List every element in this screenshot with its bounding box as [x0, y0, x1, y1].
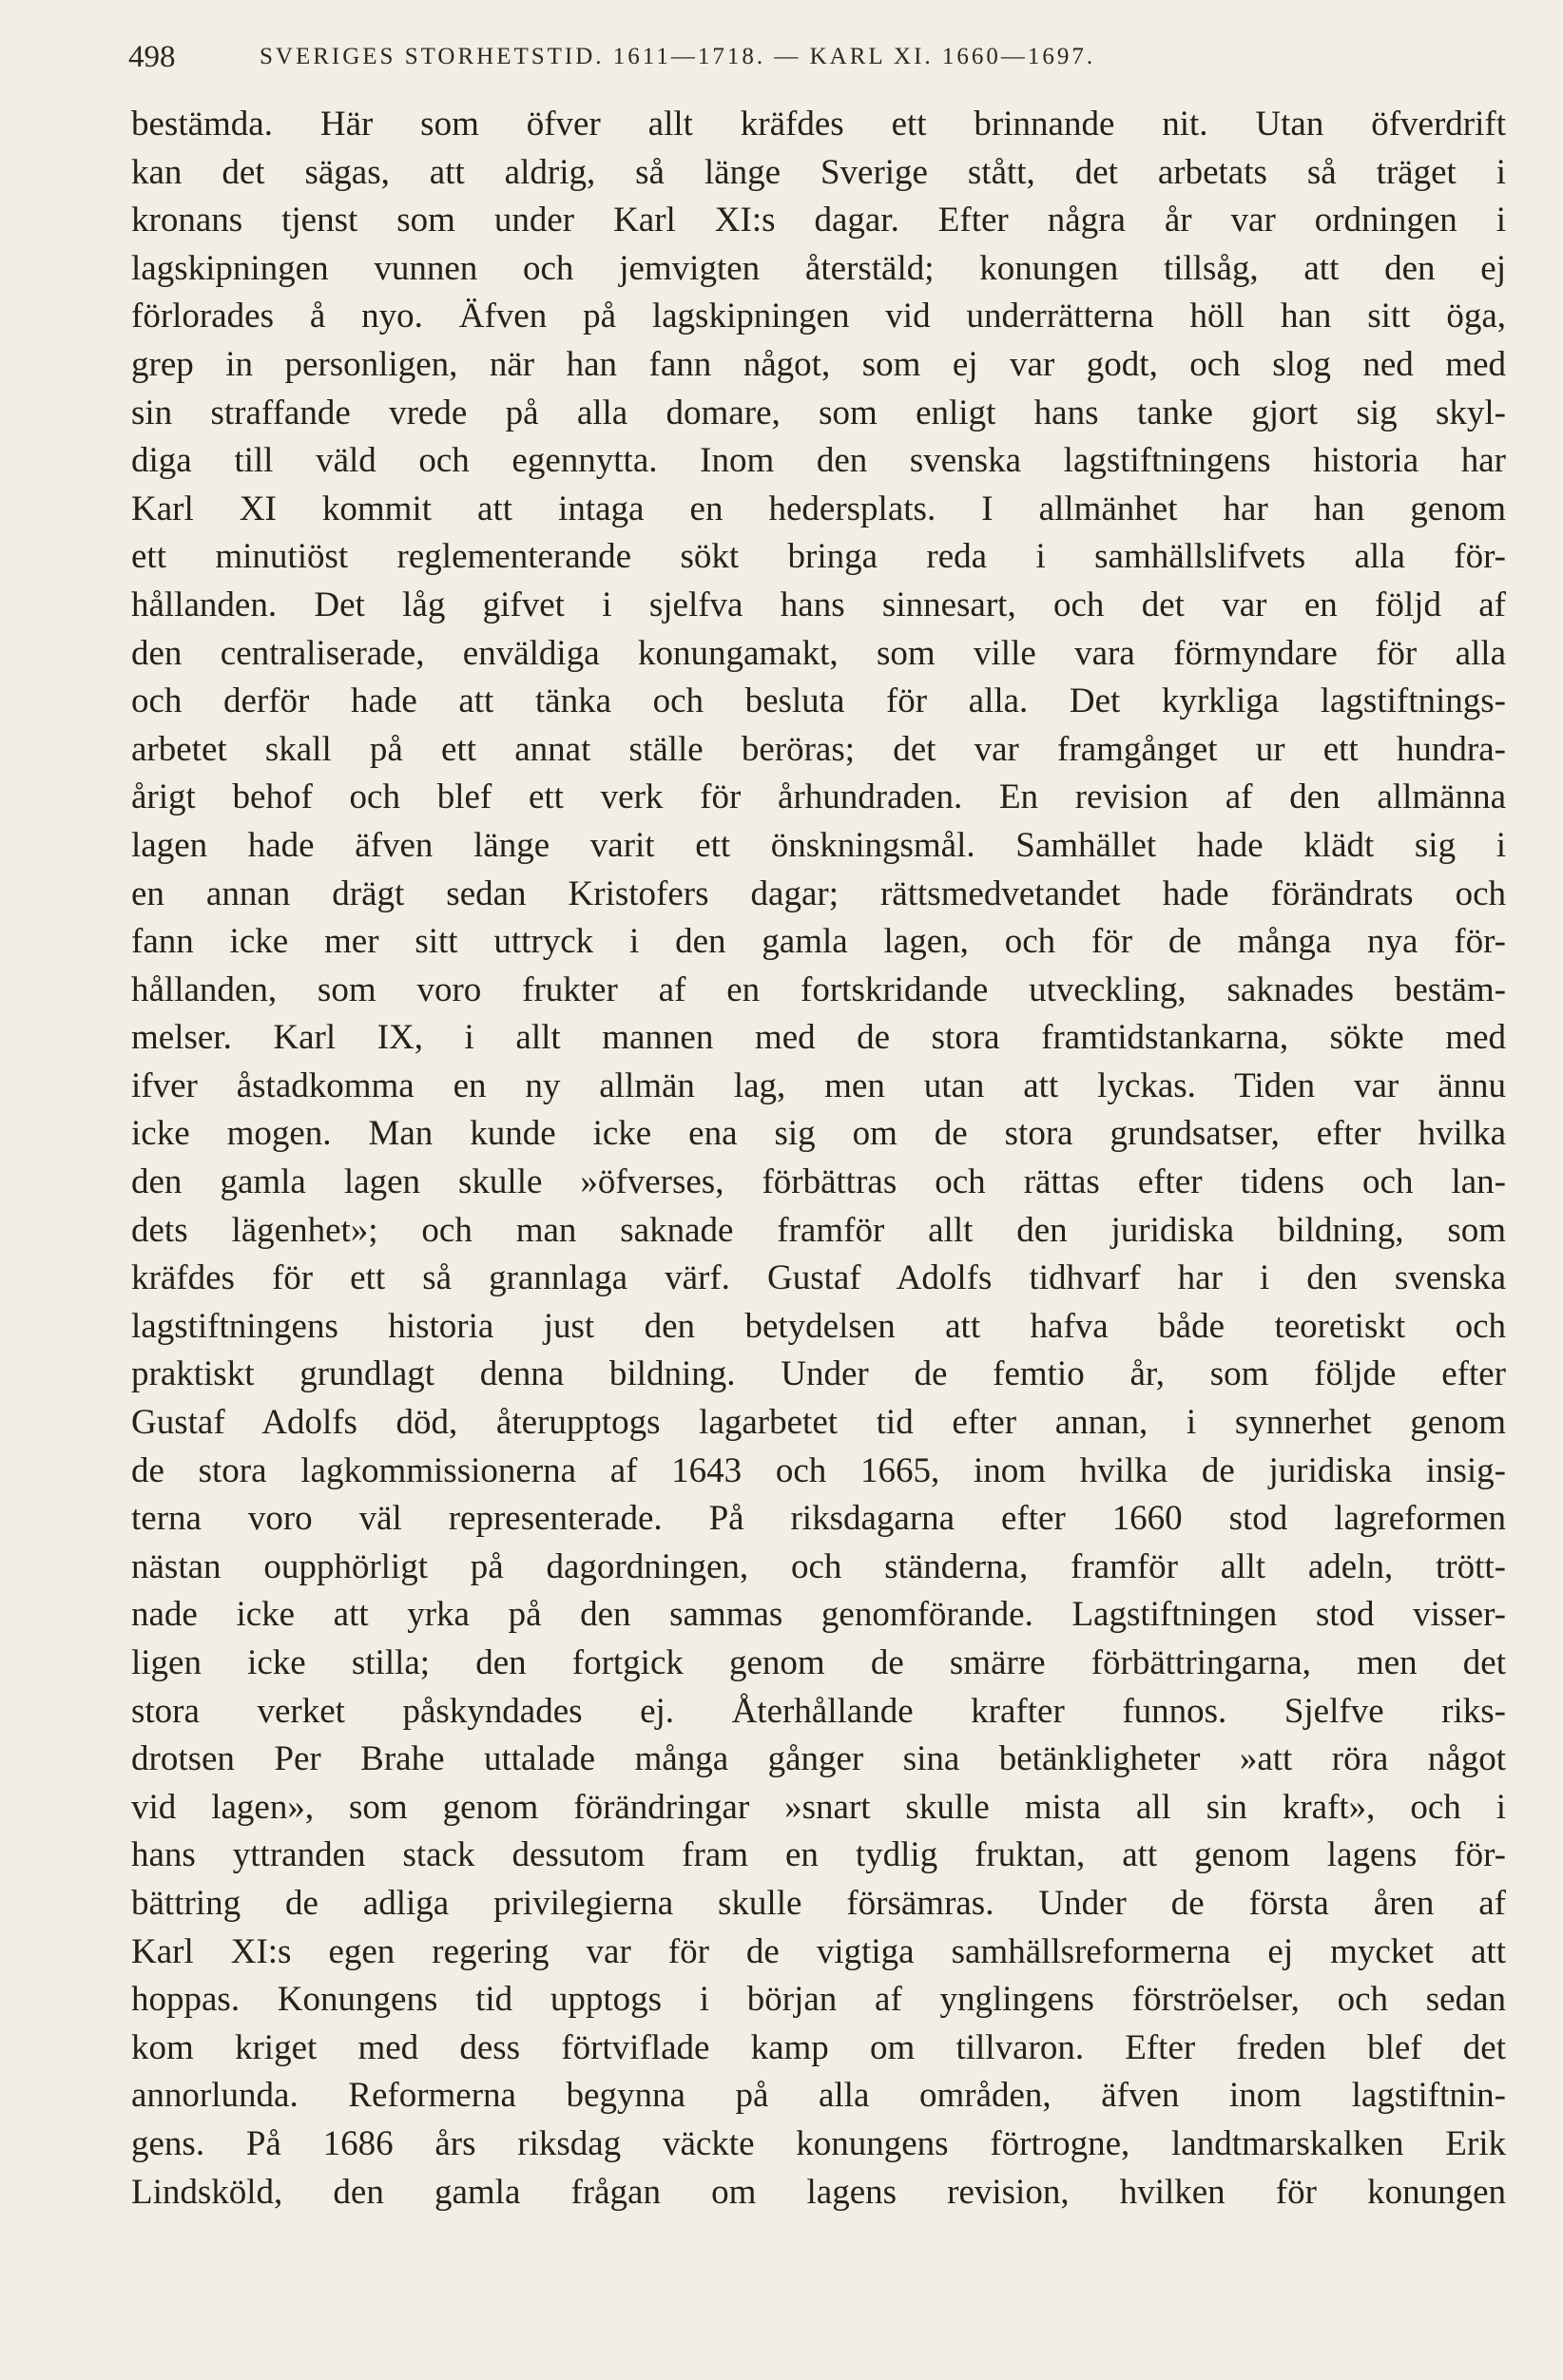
text-line: de stora lagkommissionerna af 1643 och 1665, inom hvilka de juridiska insig- — [131, 1450, 1506, 1490]
text-line: den centraliserade, enväldiga konungamakt, som ville vara förmyndare för alla — [131, 633, 1506, 673]
text-line: nade icke att yrka på den sammas genomförande. Lagstiftningen stod visser- — [131, 1595, 1506, 1635]
text-line: drotsen Per Brahe uttalade många gånger sina betänkligheter »att röra något — [131, 1739, 1506, 1779]
text-line: diga till väld och egennytta. Inom den svenska lagstiftningens historia har — [131, 441, 1506, 481]
body-text — [131, 101, 1506, 2217]
text-line: bättring de adliga privilegierna skulle försämras. Under de första åren af — [131, 1883, 1506, 1923]
text-line: grep in personligen, när han fann något, som ej var godt, och slog ned med — [131, 344, 1506, 384]
text-line: Lindsköld, den gamla frågan om lagens revision, hvilken för konungen — [131, 2172, 1506, 2212]
text-line: bestämda. Här som öfver allt kräfdes ett brinnande nit. Utan öfverdrift — [131, 105, 1506, 144]
text-line: en annan drägt sedan Kristofers dagar; rättsmedvetandet hade förändrats och — [131, 873, 1506, 913]
text-line: förlorades å nyo. Äfven på lagskipningen vid underrätterna höll han sitt öga, — [131, 297, 1506, 336]
text-line: Karl XI:s egen regering var för de vigtiga samhällsreformerna ej mycket att — [131, 1931, 1506, 1971]
running-title: SVERIGES STORHETSTID. 1611—1718. — KARL XI. 1660—1697. — [260, 44, 1096, 69]
text-line: dets lägenhet»; och man saknade framför allt den juridiska bildning, som — [131, 1210, 1506, 1250]
text-line: lagskipningen vunnen och jemvigten återstäld; konungen tillsåg, att den ej — [131, 248, 1506, 288]
text-line: gens. På 1686 års riksdag väckte konungens förtrogne, landtmarskalken Erik — [131, 2123, 1506, 2163]
text-line: kräfdes för ett så grannlaga värf. Gustaf Adolfs tidhvarf har i den svenska — [131, 1258, 1506, 1298]
text-line: melser. Karl IX, i allt mannen med de stora framtidstankarna, sökte med — [131, 1018, 1506, 1058]
text-line: praktiskt grundlagt denna bildning. Under de femtio år, som följde efter — [131, 1354, 1506, 1394]
text-line: terna voro väl representerade. På riksdagarna efter 1660 stod lagreformen — [131, 1499, 1506, 1539]
page-number: 498 — [128, 40, 176, 74]
text-line: kom kriget med dess förtviflade kamp om tillvaron. Efter freden blef det — [131, 2027, 1506, 2067]
text-line: ligen icke stilla; den fortgick genom de smärre förbättringarna, men det — [131, 1643, 1506, 1682]
text-line: lagstiftningens historia just den betydelsen att hafva både teoretiskt och — [131, 1306, 1506, 1346]
text-line: ifver åstadkomma en ny allmän lag, men utan att lyckas. Tiden var ännu — [131, 1065, 1506, 1105]
text-line: sin straffande vrede på alla domare, som enligt hans tanke gjort sig skyl- — [131, 393, 1506, 432]
text-line: vid lagen», som genom förändringar »snart skulle mista all sin kraft», och i — [131, 1787, 1506, 1827]
text-line: Gustaf Adolfs död, återupptogs lagarbetet tid efter annan, i synnerhet genom — [131, 1403, 1506, 1443]
text-line: annorlunda. Reformerna begynna på alla områden, äfven inom lagstiftnin- — [131, 2076, 1506, 2116]
text-line: stora verket påskyndades ej. Återhållande krafter funnos. Sjelfve riks- — [131, 1691, 1506, 1731]
text-line: Karl XI kommit att intaga en hedersplats. I allmänhet har han genom — [131, 489, 1506, 528]
text-line: nästan oupphörligt på dagordningen, och ständerna, framför allt adeln, trött- — [131, 1546, 1506, 1586]
text-line: ett minutiöst reglementerande sökt bringa reda i samhällslifvets alla för- — [131, 537, 1506, 577]
text-line: icke mogen. Man kunde icke ena sig om de stora grundsatser, efter hvilka — [131, 1114, 1506, 1154]
text-line: hållanden, som voro frukter af en fortskridande utveckling, saknades bestäm- — [131, 969, 1506, 1009]
running-head — [128, 34, 1507, 80]
text-line: hans yttranden stack dessutom fram en tydlig fruktan, att genom lagens för- — [131, 1835, 1506, 1875]
text-line: arbetet skall på ett annat ställe beröras; det var framgånget ur ett hundra- — [131, 729, 1506, 769]
text-line: lagen hade äfven länge varit ett önskningsmål. Samhället hade klädt sig i — [131, 825, 1506, 865]
text-line: årigt behof och blef ett verk för århundraden. En revision af den allmänna — [131, 777, 1506, 817]
text-line: och derför hade att tänka och besluta för alla. Det kyrkliga lagstiftnings- — [131, 681, 1506, 721]
text-line: kronans tjenst som under Karl XI:s dagar. Efter några år var ordningen i — [131, 201, 1506, 240]
text-line: hållanden. Det låg gifvet i sjelfva hans sinnesart, och det var en följd af — [131, 585, 1506, 624]
text-line: fann icke mer sitt uttryck i den gamla lagen, och för de många nya för- — [131, 922, 1506, 962]
text-line: hoppas. Konungens tid upptogs i början af ynglingens förströelser, och sedan — [131, 1980, 1506, 2020]
text-line: den gamla lagen skulle »öfverses, förbättras och rättas efter tidens och lan- — [131, 1162, 1506, 1202]
text-line: kan det sägas, att aldrig, så länge Sverige stått, det arbetats så träget i — [131, 152, 1506, 192]
